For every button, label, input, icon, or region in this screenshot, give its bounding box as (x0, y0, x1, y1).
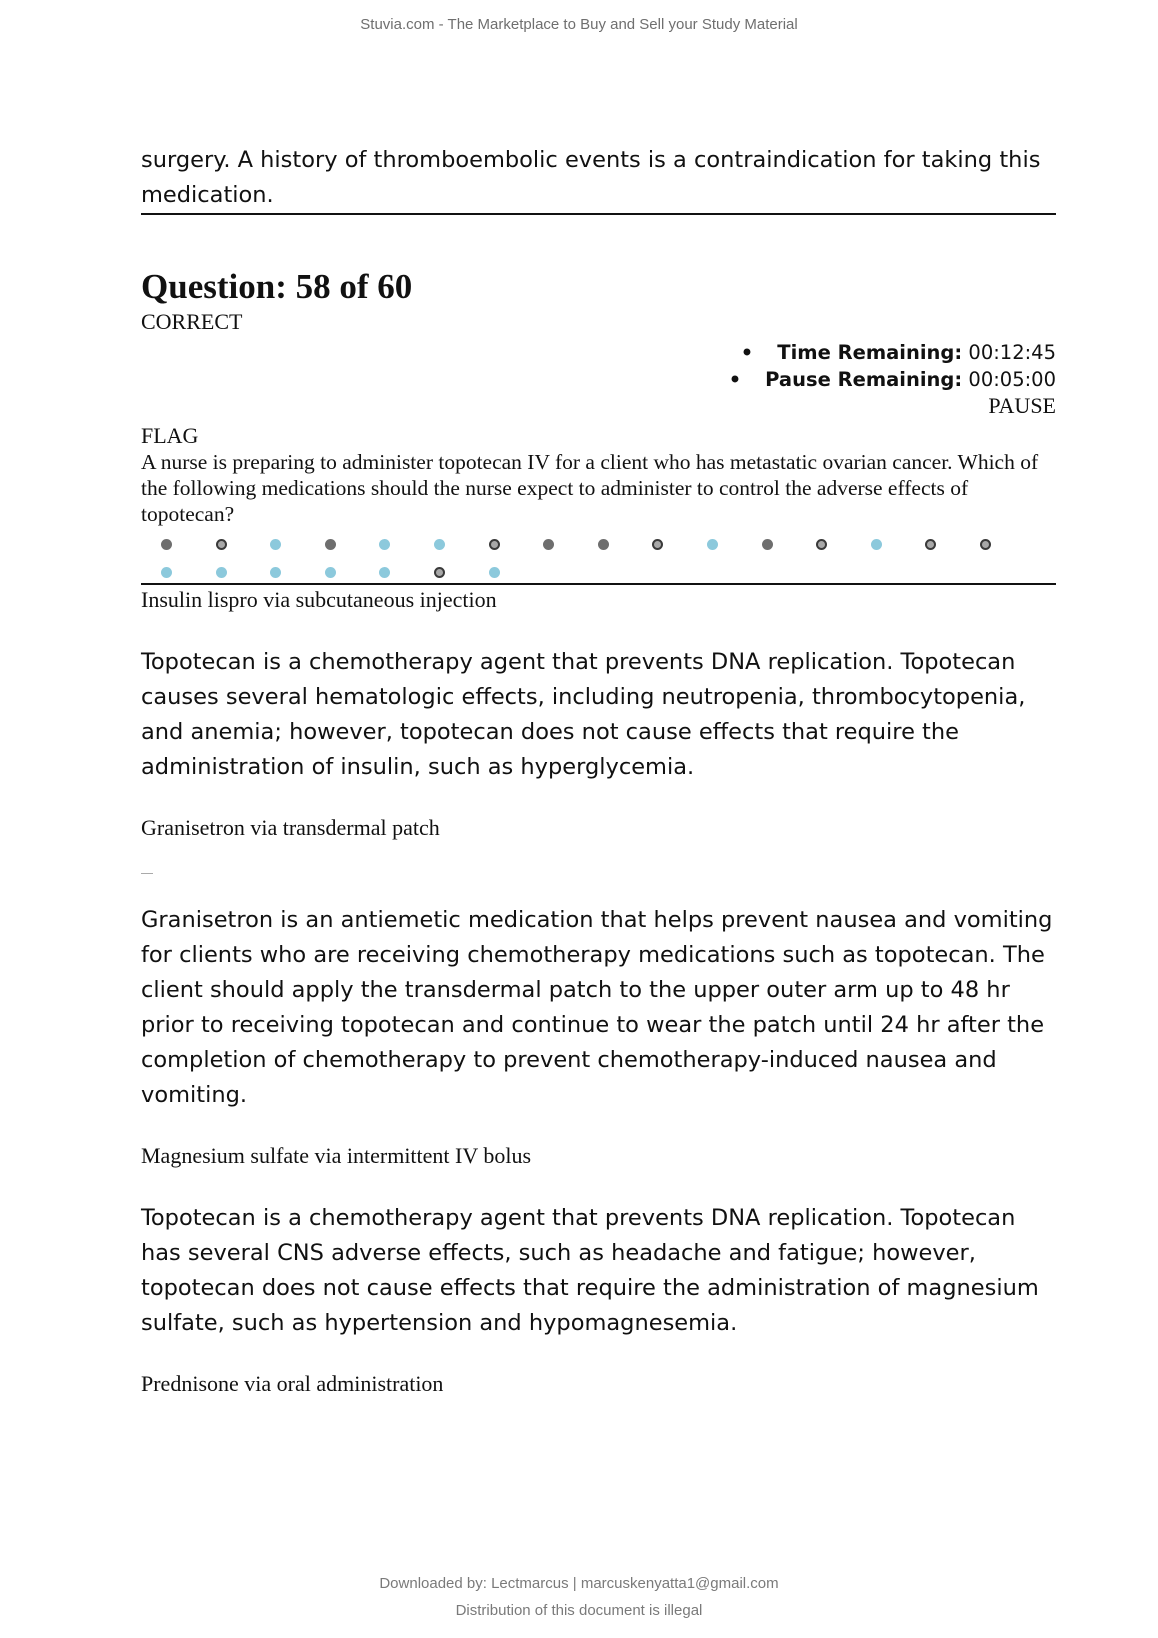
question-nav-dot[interactable] (652, 539, 663, 550)
question-nav-dot[interactable] (216, 539, 227, 550)
intro-paragraph: surgery. A history of thromboembolic events is a contraindication for taking this medication. (141, 147, 1041, 208)
question-nav-dot[interactable] (925, 539, 936, 550)
question-nav-dot[interactable] (379, 539, 390, 550)
question-nav-dot[interactable] (598, 539, 609, 550)
time-remaining (141, 339, 1056, 366)
question-nav-dot[interactable] (216, 567, 227, 578)
pause-remaining (141, 366, 1056, 393)
pause-remaining-label: Pause Remaining: (765, 368, 963, 391)
question-nav-dot[interactable] (434, 567, 445, 578)
time-remaining-label: Time Remaining: (777, 341, 963, 364)
option-3-rationale: Topotecan is a chemotherapy agent that prevents DNA replication. Topotecan has several CNS adverse effects, such as headache and fatigue; however, topotecan does not cause effects that require the administration of magnesium sulfate, such as hypertension and hypomagnesemia. (141, 1205, 1039, 1336)
question-nav-dot[interactable] (161, 539, 172, 550)
footer-downloaded: Downloaded by: Lectmarcus | marcuskenyatta1@gmail.com (379, 1575, 779, 1592)
question-stem: A nurse is preparing to administer topotecan IV for a client who has metastatic ovarian cancer. Which of the following medications should the nurse expect to administer to control the adverse effects of topotecan? (141, 450, 1039, 526)
option-2-rationale: Granisetron is an antiemetic medication that helps prevent nausea and vomiting for clients who are receiving chemotherapy medications such as topotecan. The client should apply the transdermal patch to the upper outer arm up to 48 hr prior to receiving topotecan and continue to wear the patch until 24 hr after the completion of chemotherapy to prevent chemotherapy-induced nausea and vomiting. (141, 907, 1053, 1108)
question-nav-dot[interactable] (816, 539, 827, 550)
divider (141, 213, 1056, 215)
page-header: Stuvia.com - The Marketplace to Buy and Sell your Study Material (360, 16, 798, 33)
question-nav-dot[interactable] (161, 567, 172, 578)
status-label: CORRECT (141, 309, 243, 334)
time-remaining-value: 00:12:45 (968, 341, 1056, 364)
divider (141, 583, 1056, 585)
question-nav-dot[interactable] (325, 539, 336, 550)
option-4-label[interactable]: Prednisone via oral administration (141, 1371, 444, 1396)
footer-distribution: Distribution of this document is illegal (455, 1602, 703, 1619)
option-1-label[interactable]: Insulin lispro via subcutaneous injection (141, 587, 497, 612)
question-nav-dot[interactable] (871, 539, 882, 550)
question-nav-dot[interactable] (270, 567, 281, 578)
question-nav-dot[interactable] (325, 567, 336, 578)
document-body (141, 143, 1056, 1397)
question-nav-dot[interactable] (980, 539, 991, 550)
question-navigator (141, 521, 1056, 583)
question-nav-dot[interactable] (543, 539, 554, 550)
option-3-label[interactable]: Magnesium sulfate via intermittent IV bolus (141, 1143, 532, 1168)
question-nav-dot[interactable] (379, 567, 390, 578)
timer-list (141, 339, 1056, 393)
option-1-rationale: Topotecan is a chemotherapy agent that prevents DNA replication. Topotecan causes several hematologic effects, including neutropenia, thrombocytopenia, and anemia; however, topotecan does not cause effects that require the administration of insulin, such as hyperglycemia. (141, 649, 1026, 780)
question-nav-dot[interactable] (707, 539, 718, 550)
question-nav-dot[interactable] (270, 539, 281, 550)
question-title: Question: 58 of 60 (141, 267, 413, 306)
pause-remaining-value: 00:05:00 (968, 368, 1056, 391)
question-nav-dot[interactable] (489, 539, 500, 550)
question-nav-dot[interactable] (434, 539, 445, 550)
selection-mark (141, 873, 153, 874)
question-nav-dot[interactable] (489, 567, 500, 578)
question-nav-dot[interactable] (762, 539, 773, 550)
option-2-label[interactable]: Granisetron via transdermal patch (141, 815, 440, 840)
pause-button[interactable]: PAUSE (988, 393, 1056, 418)
flag-button[interactable]: FLAG (141, 423, 199, 448)
